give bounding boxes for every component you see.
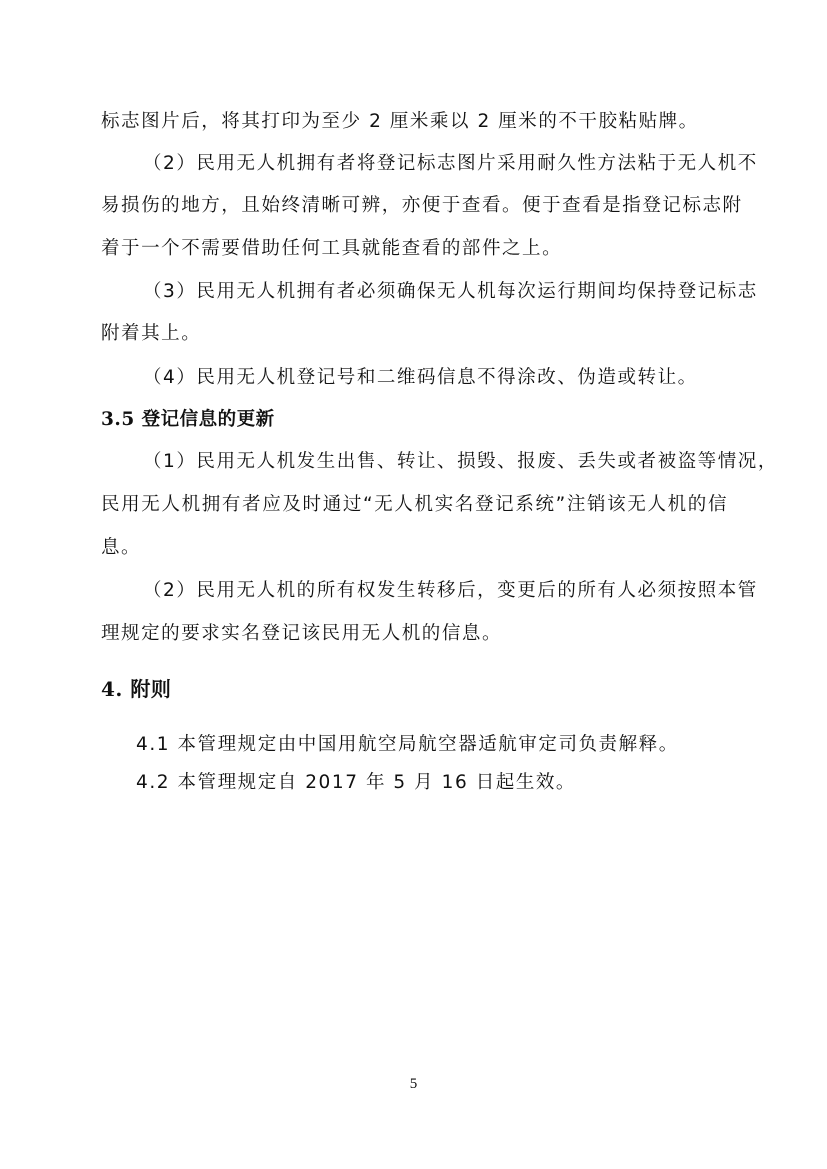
paragraph-line: （2）民用无人机的所有权发生转移后，变更后的所有人必须按照本管 xyxy=(143,580,758,601)
paragraph-line: 易损伤的地方，且始终清晰可辨，亦便于查看。便于查看是指登记标志附 xyxy=(101,195,743,216)
page-number: 5 xyxy=(409,1076,418,1092)
section-heading: 3.5 登记信息的更新 xyxy=(101,409,275,430)
paragraph-line: （4）民用无人机登记号和二维码信息不得涂改、伪造或转让。 xyxy=(143,367,698,388)
chapter-heading: 4. 附则 xyxy=(101,677,172,701)
paragraph-line: 着于一个不需要借助任何工具就能查看的部件之上。 xyxy=(101,238,563,259)
paragraph-line: 4.2 本管理规定自 2017 年 5 月 16 日起生效。 xyxy=(136,772,576,793)
paragraph-line: 标志图片后，将其打印为至少 2 厘米乘以 2 厘米的不干胶粘贴牌。 xyxy=(101,111,699,132)
paragraph-line: 民用无人机拥有者应及时通过“无人机实名登记系统”注销该无人机的信 xyxy=(101,494,728,515)
paragraph-line: 附着其上。 xyxy=(101,323,202,344)
paragraph-line: 理规定的要求实名登记该民用无人机的信息。 xyxy=(101,623,503,644)
paragraph-line: （2）民用无人机拥有者将登记标志图片采用耐久性方法粘于无人机不 xyxy=(143,153,758,174)
paragraph-line: （1）民用无人机发生出售、转让、损毁、报废、丢失或者被盗等情况， xyxy=(143,451,778,472)
paragraph-line: （3）民用无人机拥有者必须确保无人机每次运行期间均保持登记标志 xyxy=(143,281,758,302)
paragraph-line: 4.1 本管理规定由中国用航空局航空器适航审定司负责解释。 xyxy=(136,734,679,755)
paragraph-line: 息。 xyxy=(101,537,142,558)
